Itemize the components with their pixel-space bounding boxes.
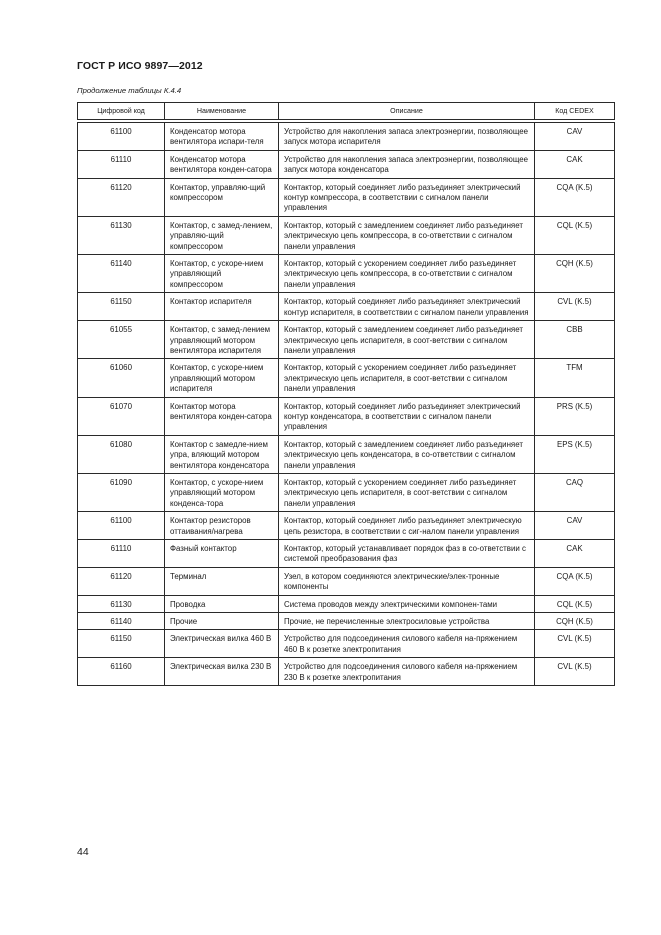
cell-name: Терминал (165, 567, 279, 595)
header-code: Цифровой код (78, 103, 165, 120)
cell-code: 61140 (78, 613, 165, 630)
table-row (78, 613, 615, 630)
table-row (78, 255, 615, 293)
cell-code: 61055 (78, 321, 165, 359)
page-number: 44 (77, 846, 89, 858)
cell-name: Контактор, с ускоре-нием управляющий компрессором (165, 255, 279, 293)
cell-code: 61100 (78, 512, 165, 540)
table-row (78, 150, 615, 178)
table-row (78, 473, 615, 511)
table-row (78, 359, 615, 397)
cell-cedex: CQL (K.5) (535, 595, 615, 612)
cell-code: 61130 (78, 595, 165, 612)
cell-description: Устройство для накопления запаса электроэнергии, позволяющее запуск мотора испарителя (279, 123, 535, 151)
header-name: Наименование (165, 103, 279, 120)
cell-description: Устройство для подсоединения силового кабеля на-пряжением 230 В к розетке электропитания (279, 658, 535, 686)
cell-code: 61140 (78, 255, 165, 293)
cell-code: 61150 (78, 630, 165, 658)
table-row (78, 178, 615, 216)
cell-cedex: CQA (K.5) (535, 567, 615, 595)
cell-description: Контактор, который устанавливает порядок фаз в со-ответствии с системой преобразования фаз (279, 540, 535, 568)
codes-table (77, 102, 615, 686)
cell-description: Контактор, который с ускорением соединяет либо разъединяет электрическую цепь компрессора, в со-ответствии с сигналом панели управления (279, 255, 535, 293)
cell-code: 61160 (78, 658, 165, 686)
cell-description: Контактор, который соединяет либо разъединяет электрический контур компрессора, в соответствии с сигналом панели управления (279, 178, 535, 216)
document-title: ГОСТ Р ИСО 9897—2012 (77, 60, 203, 72)
table-row (78, 630, 615, 658)
cell-name: Конденсатор мотора вентилятора конден-сатора (165, 150, 279, 178)
header-cedex: Код CEDEX (535, 103, 615, 120)
table-body (78, 123, 615, 686)
table-row (78, 435, 615, 473)
cell-name: Контактор, с замед-лением, управляю-щий компрессором (165, 216, 279, 254)
table-row (78, 540, 615, 568)
cell-code: 61120 (78, 567, 165, 595)
cell-name: Контактор с замедле-нием упра, вляющий мотором вентилятора конденсатора (165, 435, 279, 473)
cell-description: Устройство для накопления запаса электроэнергии, позволяющее запуск мотора конденсатора (279, 150, 535, 178)
cell-cedex: CQH (K.5) (535, 255, 615, 293)
cell-description: Контактор, который с ускорением соединяет либо разъединяет электрическую цепь испарителя, в соот-ветствии с сигналом панели управления (279, 473, 535, 511)
cell-code: 61110 (78, 150, 165, 178)
cell-description: Устройство для подсоединения силового кабеля на-пряжением 460 В к розетке электропитания (279, 630, 535, 658)
cell-name: Контактор испарителя (165, 293, 279, 321)
table-row (78, 123, 615, 151)
cell-name: Конденсатор мотора вентилятора испари-теля (165, 123, 279, 151)
cell-code: 61090 (78, 473, 165, 511)
cell-cedex: CVL (K.5) (535, 658, 615, 686)
header-description: Описание (279, 103, 535, 120)
table-row (78, 293, 615, 321)
cell-name: Фазный контактор (165, 540, 279, 568)
cell-cedex: CVL (K.5) (535, 630, 615, 658)
cell-code: 61130 (78, 216, 165, 254)
cell-code: 61100 (78, 123, 165, 151)
cell-code: 61070 (78, 397, 165, 435)
cell-description: Система проводов между электрическими компонен-тами (279, 595, 535, 612)
cell-cedex: CQL (K.5) (535, 216, 615, 254)
cell-cedex: EPS (K.5) (535, 435, 615, 473)
cell-name: Контактор, с замед-лением управляющий мотором вентилятора испарителя (165, 321, 279, 359)
cell-name: Контактор, с ускоре-нием управляющий мотором конденса-тора (165, 473, 279, 511)
cell-cedex: TFM (535, 359, 615, 397)
cell-name: Прочие (165, 613, 279, 630)
cell-cedex: PRS (K.5) (535, 397, 615, 435)
cell-description: Контактор, который с ускорением соединяет либо разъединяет электрическую цепь испарителя, в соот-ветствии с сигналом панели управления (279, 359, 535, 397)
table-row (78, 512, 615, 540)
cell-description: Прочие, не перечисленные электросиловые устройства (279, 613, 535, 630)
cell-cedex: CQA (K.5) (535, 178, 615, 216)
cell-cedex: CAV (535, 512, 615, 540)
cell-cedex: CAK (535, 150, 615, 178)
cell-code: 61060 (78, 359, 165, 397)
cell-name: Контактор мотора вентилятора конден-сатора (165, 397, 279, 435)
table-row (78, 321, 615, 359)
table-row (78, 567, 615, 595)
cell-description: Контактор, который с замедлением соединяет либо разъединяет электрическую цепь компрессора, в со-ответствии с сигналом панели управления (279, 216, 535, 254)
cell-code: 61150 (78, 293, 165, 321)
cell-description: Контактор, который с замедлением соединяет либо разъединяет электрическую цепь испарителя, в соот-ветствии с сигналом панели управления (279, 321, 535, 359)
table-row (78, 216, 615, 254)
cell-name: Электрическая вилка 460 В (165, 630, 279, 658)
table-row (78, 658, 615, 686)
cell-cedex: CAQ (535, 473, 615, 511)
table-row (78, 595, 615, 612)
cell-code: 61120 (78, 178, 165, 216)
table-continuation-caption: Продолжение таблицы К.4.4 (77, 86, 182, 95)
cell-name: Проводка (165, 595, 279, 612)
cell-name: Контактор резисторов оттаивания/нагрева (165, 512, 279, 540)
cell-cedex: CVL (K.5) (535, 293, 615, 321)
cell-name: Контактор, управляю-щий компрессором (165, 178, 279, 216)
cell-name: Электрическая вилка 230 В (165, 658, 279, 686)
cell-description: Контактор, который с замедлением соединяет либо разъединяет электрическую цепь конденсатора, в со-ответствии с сигналом панели управления (279, 435, 535, 473)
cell-description: Контактор, который соединяет либо разъединяет электрическую цепь резистора, в соответствии с сиг-налом панели управления (279, 512, 535, 540)
cell-code: 61080 (78, 435, 165, 473)
cell-cedex: CAV (535, 123, 615, 151)
cell-description: Узел, в котором соединяются электрические/элек-тронные компоненты (279, 567, 535, 595)
table-header-row (78, 103, 615, 120)
cell-cedex: CAK (535, 540, 615, 568)
cell-code: 61110 (78, 540, 165, 568)
cell-cedex: CBB (535, 321, 615, 359)
cell-cedex: CQH (K.5) (535, 613, 615, 630)
cell-name: Контактор, с ускоре-нием управляющий мотором испарителя (165, 359, 279, 397)
cell-description: Контактор, который соединяет либо разъединяет электрический контур конденсатора, в соответствии с сигналом панели управления (279, 397, 535, 435)
table-row (78, 397, 615, 435)
cell-description: Контактор, который соединяет либо разъединяет электрический контур испарителя, в соответствии с сигналом панели управления (279, 293, 535, 321)
